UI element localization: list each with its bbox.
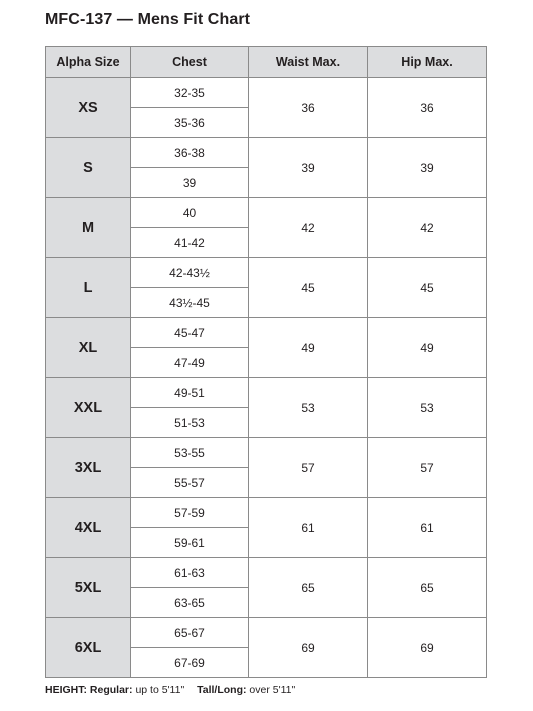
size-cell: XS <box>46 78 131 138</box>
chest-cell: 43½-45 <box>131 288 249 318</box>
column-header-chest: Chest <box>131 47 249 78</box>
tall-label: Tall/Long: <box>197 684 247 696</box>
size-cell: L <box>46 258 131 318</box>
table-header-row <box>46 47 487 78</box>
chest-cell: 63-65 <box>131 588 249 618</box>
waist-cell: 53 <box>249 378 368 438</box>
chest-cell: 45-47 <box>131 318 249 348</box>
hip-cell: 69 <box>368 618 487 678</box>
chest-cell: 61-63 <box>131 558 249 588</box>
waist-cell: 45 <box>249 258 368 318</box>
waist-cell: 39 <box>249 138 368 198</box>
hip-cell: 45 <box>368 258 487 318</box>
hip-cell: 61 <box>368 498 487 558</box>
size-chart-table <box>45 46 487 678</box>
chest-cell: 47-49 <box>131 348 249 378</box>
height-note <box>45 684 295 696</box>
hip-cell: 39 <box>368 138 487 198</box>
chest-cell: 40 <box>131 198 249 228</box>
size-cell: S <box>46 138 131 198</box>
table-row <box>46 198 487 228</box>
size-cell: 3XL <box>46 438 131 498</box>
chest-cell: 51-53 <box>131 408 249 438</box>
size-cell: 6XL <box>46 618 131 678</box>
waist-cell: 57 <box>249 438 368 498</box>
chest-cell: 39 <box>131 168 249 198</box>
table-row <box>46 258 487 288</box>
size-cell: XL <box>46 318 131 378</box>
table-row <box>46 438 487 468</box>
hip-cell: 49 <box>368 318 487 378</box>
size-cell: 4XL <box>46 498 131 558</box>
table-row <box>46 378 487 408</box>
hip-cell: 36 <box>368 78 487 138</box>
chest-cell: 65-67 <box>131 618 249 648</box>
chest-cell: 32-35 <box>131 78 249 108</box>
chest-cell: 49-51 <box>131 378 249 408</box>
hip-cell: 42 <box>368 198 487 258</box>
chest-cell: 36-38 <box>131 138 249 168</box>
chest-cell: 35-36 <box>131 108 249 138</box>
column-header-alpha-size: Alpha Size <box>46 47 131 78</box>
size-cell: M <box>46 198 131 258</box>
waist-cell: 61 <box>249 498 368 558</box>
hip-cell: 65 <box>368 558 487 618</box>
column-header-hip-max: Hip Max. <box>368 47 487 78</box>
chest-cell: 53-55 <box>131 438 249 468</box>
table-row <box>46 78 487 108</box>
chest-cell: 67-69 <box>131 648 249 678</box>
size-cell: 5XL <box>46 558 131 618</box>
waist-cell: 49 <box>249 318 368 378</box>
waist-cell: 69 <box>249 618 368 678</box>
chest-cell: 55-57 <box>131 468 249 498</box>
tall-value: over 5'11" <box>249 684 296 696</box>
table-row <box>46 318 487 348</box>
chest-cell: 57-59 <box>131 498 249 528</box>
waist-cell: 36 <box>249 78 368 138</box>
table-row <box>46 138 487 168</box>
regular-value: up to 5'11" <box>135 684 185 696</box>
chest-cell: 59-61 <box>131 528 249 558</box>
table-row <box>46 618 487 648</box>
table-row <box>46 558 487 588</box>
column-header-waist-max: Waist Max. <box>249 47 368 78</box>
table-row <box>46 498 487 528</box>
size-cell: XXL <box>46 378 131 438</box>
chest-cell: 41-42 <box>131 228 249 258</box>
height-label: HEIGHT: <box>45 684 87 696</box>
hip-cell: 53 <box>368 378 487 438</box>
hip-cell: 57 <box>368 438 487 498</box>
waist-cell: 65 <box>249 558 368 618</box>
waist-cell: 42 <box>249 198 368 258</box>
chest-cell: 42-43½ <box>131 258 249 288</box>
regular-label: Regular: <box>89 684 133 696</box>
page-title: MFC-137 — Mens Fit Chart <box>45 11 251 28</box>
